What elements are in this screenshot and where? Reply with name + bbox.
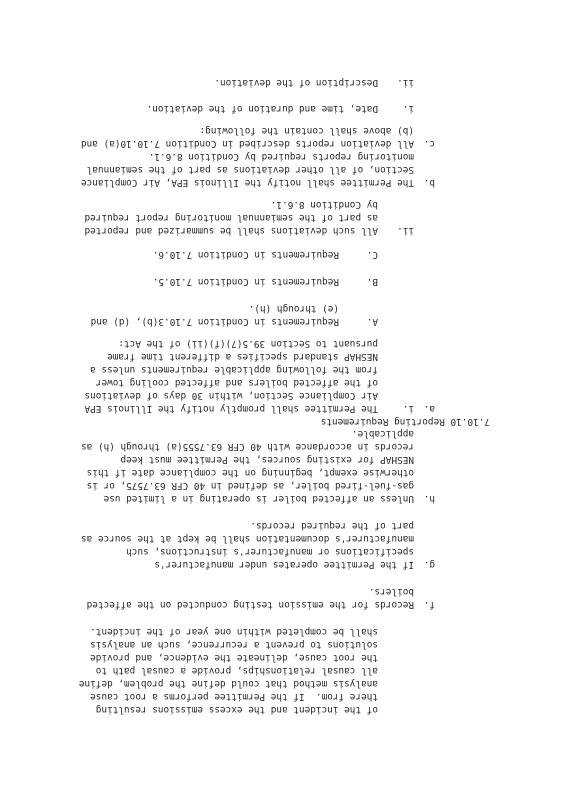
paragraph-line: analysis method that could define the problem, define	[78, 678, 378, 689]
paragraph-line: there from. If the Permittee performs a root cause	[90, 691, 378, 702]
sub-sub-marker: B.	[366, 276, 378, 287]
item-text: Unless an affected boiler is operating in a limited use	[103, 493, 414, 504]
item-text: records in accordance with 40 CFR 63.7555(a) through (h) as	[80, 441, 414, 452]
sub-item-marker: ii.	[397, 77, 414, 88]
item-text: The Permittee shall promptly notify the Illinois EPA	[84, 403, 378, 414]
item-text: Air Compliance Section, within 30 days of deviations	[84, 390, 378, 401]
item-text: The Permittee shall notify the Illinois EPA, Air Compliance	[80, 177, 414, 188]
item-text: Requirements in Condition 7.10.3(b), (d) and	[90, 316, 339, 327]
item-text: gas-fuel-fired boiler, as defined in 40 CFR 63.7575, or is	[86, 480, 414, 491]
paragraph-line: solutions to prevent a recurrence, such an analysis	[90, 639, 378, 650]
sub-sub-marker: C.	[366, 249, 378, 260]
item-marker: a.	[423, 403, 435, 414]
item-text: pursuant to Section 39.5(7)(f)(ii) of the Act:	[118, 338, 378, 349]
paragraph-line: all causal relationships, provide a causal path to	[95, 665, 378, 676]
paragraph-line: of the incident and the excess emissions resulting	[95, 704, 378, 715]
item-marker: c.	[423, 138, 435, 149]
item-marker: f.	[423, 599, 435, 610]
sub-item-marker: ii.	[397, 225, 414, 236]
item-text: monitoring reports required by Condition 8.6.1.	[148, 151, 414, 162]
item-text: by Condition 8.6.1.	[270, 199, 378, 210]
item-text: part of the required records.	[250, 520, 414, 531]
item-text: of the affected boilers and affected cooling tower	[95, 377, 378, 388]
item-text: (e) through (h).	[248, 303, 339, 314]
item-text: NESHAP standard specifies a different time frame	[107, 351, 378, 362]
item-text: All such deviations shall be summarized and reported	[84, 225, 378, 236]
item-text: All deviation reports described in Condition 7.10.10(a) and	[80, 138, 414, 149]
item-text: Section, of all other deviations as part of the semiannual	[86, 164, 414, 175]
item-marker: h.	[423, 493, 435, 504]
item-text: Description of the deviation.	[214, 77, 378, 88]
item-text: as part of the semiannual monitoring report required	[84, 212, 378, 223]
item-text: applicable.	[351, 428, 414, 439]
item-text: boilers.	[368, 586, 414, 597]
item-text: (b) above shall contain the following:	[199, 125, 414, 136]
item-text: Records for the emission testing conducted on the affected	[86, 599, 414, 610]
item-marker: g.	[423, 559, 435, 570]
item-text: from the following applicable requirements unless a	[90, 364, 378, 375]
item-text: NESHAP for existing sources, the Permittee must keep	[120, 454, 414, 465]
sub-item-marker: i.	[402, 103, 414, 114]
item-text: specifications or manufacturer's instructions, such	[126, 546, 414, 557]
sub-item-marker: i.	[402, 403, 414, 414]
paragraph-line: the root cause, delineate the evidence, and provide	[90, 652, 378, 663]
item-text: manufacturer's documentation shall be kept at the source as	[80, 533, 414, 544]
sub-sub-marker: A.	[366, 316, 378, 327]
section-heading: 7.10.10 Reporting Requirements	[320, 416, 490, 427]
item-text: Date, time and duration of the deviation.	[146, 103, 378, 114]
item-text: otherwise exempt, beginning on the compliance date if this	[86, 467, 414, 478]
item-text: Requirements in Condition 7.10.5.	[152, 276, 339, 287]
item-marker: b.	[423, 177, 435, 188]
item-text: If the Permittee operates under manufacturer's	[154, 559, 414, 570]
paragraph-line: shall be completed within one year of the incident.	[90, 626, 378, 637]
item-text: Requirements in Condition 7.10.6.	[152, 249, 339, 260]
